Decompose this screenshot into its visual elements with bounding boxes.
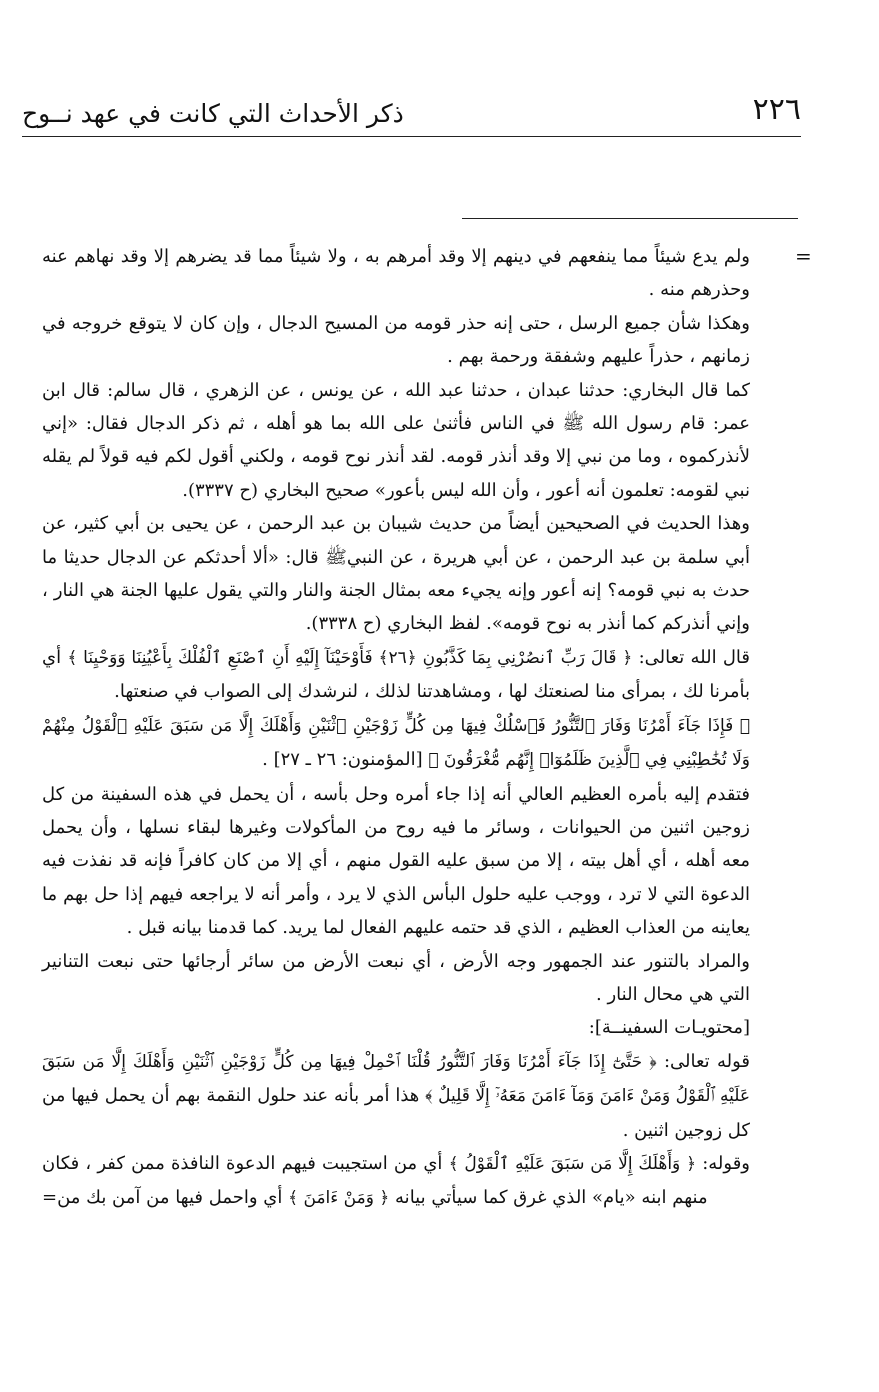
quran-verse: ﴿ قَالَ رَبِّ ٱنصُرْنِي بِمَا كَذَّبُونِ ﴿٢٦﴾ فَأَوْحَيْنَآ إِلَيْهِ أَنِ ٱصْنَعِ ٱلْفُلْكَ بِأَعْيُنِنَا وَوَحْيِنَا ﴾ <box>67 647 633 668</box>
paragraph: كما قال البخاري: حدثنا عبدان ، حدثنا عبد الله ، عن يونس ، عن الزهري ، قال سالم: قال ابن عمر: قام رسول الله ﷺ في الناس فأثنىٰ على الله بما هو أهله ، ثم ذكر الدجال فقال: «إني لأنذركموه ، وما من نبي إلا وقد أنذر قومه. لقد أنذر نوح قومه ، ولكني أقول لكم فيه قولاً لم يقله نبي لقومه: تعلمون أنه أعور ، وأن الله ليس بأعور» صحيح البخاري (ح ٣٣٣٧). <box>42 379 750 501</box>
verse-reference: [المؤمنون: ٢٦ ـ ٢٧] . <box>262 749 423 771</box>
running-title: ذكر الأحداث التي كانت في عهد نــوح <box>22 99 404 128</box>
quran-verse: ﴿ حَتَّىٰٓ إِذَا جَآءَ أَمْرُنَا وَفَارَ ٱلتَّنُّورُ قُلْنَا ٱحْمِلْ فِيهَا مِن كُلٍّ زَوْجَيْنِ ٱثْنَيْنِ وَأَهْلَكَ إِلَّا مَن سَبَقَ عَلَيْهِ ٱلْقَوْلُ وَمَنْ ءَامَنَ وَمَآ ءَامَنَ مَعَهُۥٓ إِلَّا قَلِيلٌ ﴾ <box>42 1051 750 1107</box>
header-rule <box>22 136 801 137</box>
page-header <box>22 92 801 136</box>
section-heading: [محتويـات السفينــة]: <box>588 1017 750 1039</box>
commentary: هذا أمر بأنه عند حلول النقمة بهم أن يحمل فيها من كل زوجين اثنين . <box>42 1085 750 1141</box>
footnote-separator-rule <box>462 218 798 219</box>
continuation-end-marker: = <box>42 1187 58 1209</box>
paragraph: فتقدم إليه بأمره العظيم العالي أنه إذا جاء أمره وحل بأسه ، أن يحمل في هذه السفينة من كل زوجين اثنين من الحيوانات ، وسائر ما فيه روح من المأكولات وغيرها لبقاء نسلها ، وأن يحمل معه أهله ، أي أهل بيته ، إلا من سبق عليه القول منهم ، أي إلا من كان كافراً فإنه قد نفذت فيه الدعوة التي لا ترد ، ووجب عليه حلول البأس الذي لا يرد ، وأمر أنه لا يراجعه فيهم إذا حل بهم ما يعاينه من العذاب العظيم ، الذي قد حتمه عليهم الفعال لما يريد. كما قدمنا بيانه قبل . <box>42 783 750 939</box>
commentary: أي بأمرنا لك ، بمرأى منا لصنعتك لها ، ومشاهدتنا لذلك ، لنرشدك إلى الصواب في صنعتها. <box>42 646 750 703</box>
continuation-mark: = <box>795 244 812 268</box>
quran-verse: ﴿ فَإِذَا جَآءَ أَمْرُنَا وَفَارَ ٱلتَّنُّورُ فَٱسْلُكْ فِيهَا مِن كُلٍّ زَوْجَيْنِ ٱثْنَيْنِ وَأَهْلَكَ إِلَّا مَن سَبَقَ عَلَيْهِ ٱلْقَوْلُ مِنْهُمْ وَلَا تُخَٰطِبْنِي فِي ٱلَّذِينَ ظَلَمُوٓا۟ إِنَّهُم مُّغْرَقُونَ ﴾ <box>42 715 750 771</box>
commentary: أي من استجيبت فيهم الدعوة النافذة ممن كفر ، فكان منهم ابنه «يام» الذي غرق كما سيأتي بيانه <box>42 1152 708 1209</box>
verse-intro: قال الله تعالى: <box>638 646 750 668</box>
verse-intro: قوله تعالى: <box>663 1050 750 1072</box>
verse-paragraph <box>42 641 750 709</box>
paragraph: والمراد بالتنور عند الجمهور وجه الأرض ، أي نبعت الأرض من سائر أرجائها حتى نبعت التنانير التي هي محال النار . <box>42 950 750 1005</box>
commentary: أي واحمل فيها من آمن بك من <box>57 1187 283 1209</box>
paragraph: ولم يدع شيئاً مما ينفعهم في دينهم إلا وقد أمرهم به ، ولا شيئاً مما قد يضرهم إلا وقد نهاهم عنه وحذرهم منه . <box>42 246 750 301</box>
paragraph: وهذا الحديث في الصحيحين أيضاً من حديث شيبان بن عبد الرحمن ، عن يحيى بن أبي كثير، عن أبي سلمة بن عبد الرحمن ، عن أبي هريرة ، عن النبيﷺ قال: «ألا أحدثكم عن الدجال حديثا ما حدث به نبي قومه؟ إنه أعور وإنه يجيء معه بمثال الجنة والنار والتي يقول عليها الجنة هي النار ، وإني أنذركم كما أنذر به نوح قومه». لفظ البخاري (ح ٣٣٣٨). <box>42 513 750 635</box>
page-number: ٢٢٦ <box>752 92 801 127</box>
body-text <box>42 240 750 1216</box>
verse-paragraph <box>42 1147 750 1216</box>
paragraph: وهكذا شأن جميع الرسل ، حتى إنه حذر قومه من المسيح الدجال ، وإن كان لا يتوقع خروجه في زمانهم ، حذراً عليهم وشفقة ورحمة بهم . <box>42 312 750 368</box>
verse-paragraph <box>42 709 750 778</box>
quran-verse: ﴿ وَأَهْلَكَ إِلَّا مَن سَبَقَ عَلَيْهِ ٱلْقَوْلُ ﴾ <box>448 1153 697 1174</box>
quran-verse: ﴿ وَمَنْ ءَامَنَ ﴾ <box>288 1188 390 1209</box>
verse-paragraph <box>42 1045 750 1147</box>
verse-intro: وقوله: <box>702 1152 750 1174</box>
